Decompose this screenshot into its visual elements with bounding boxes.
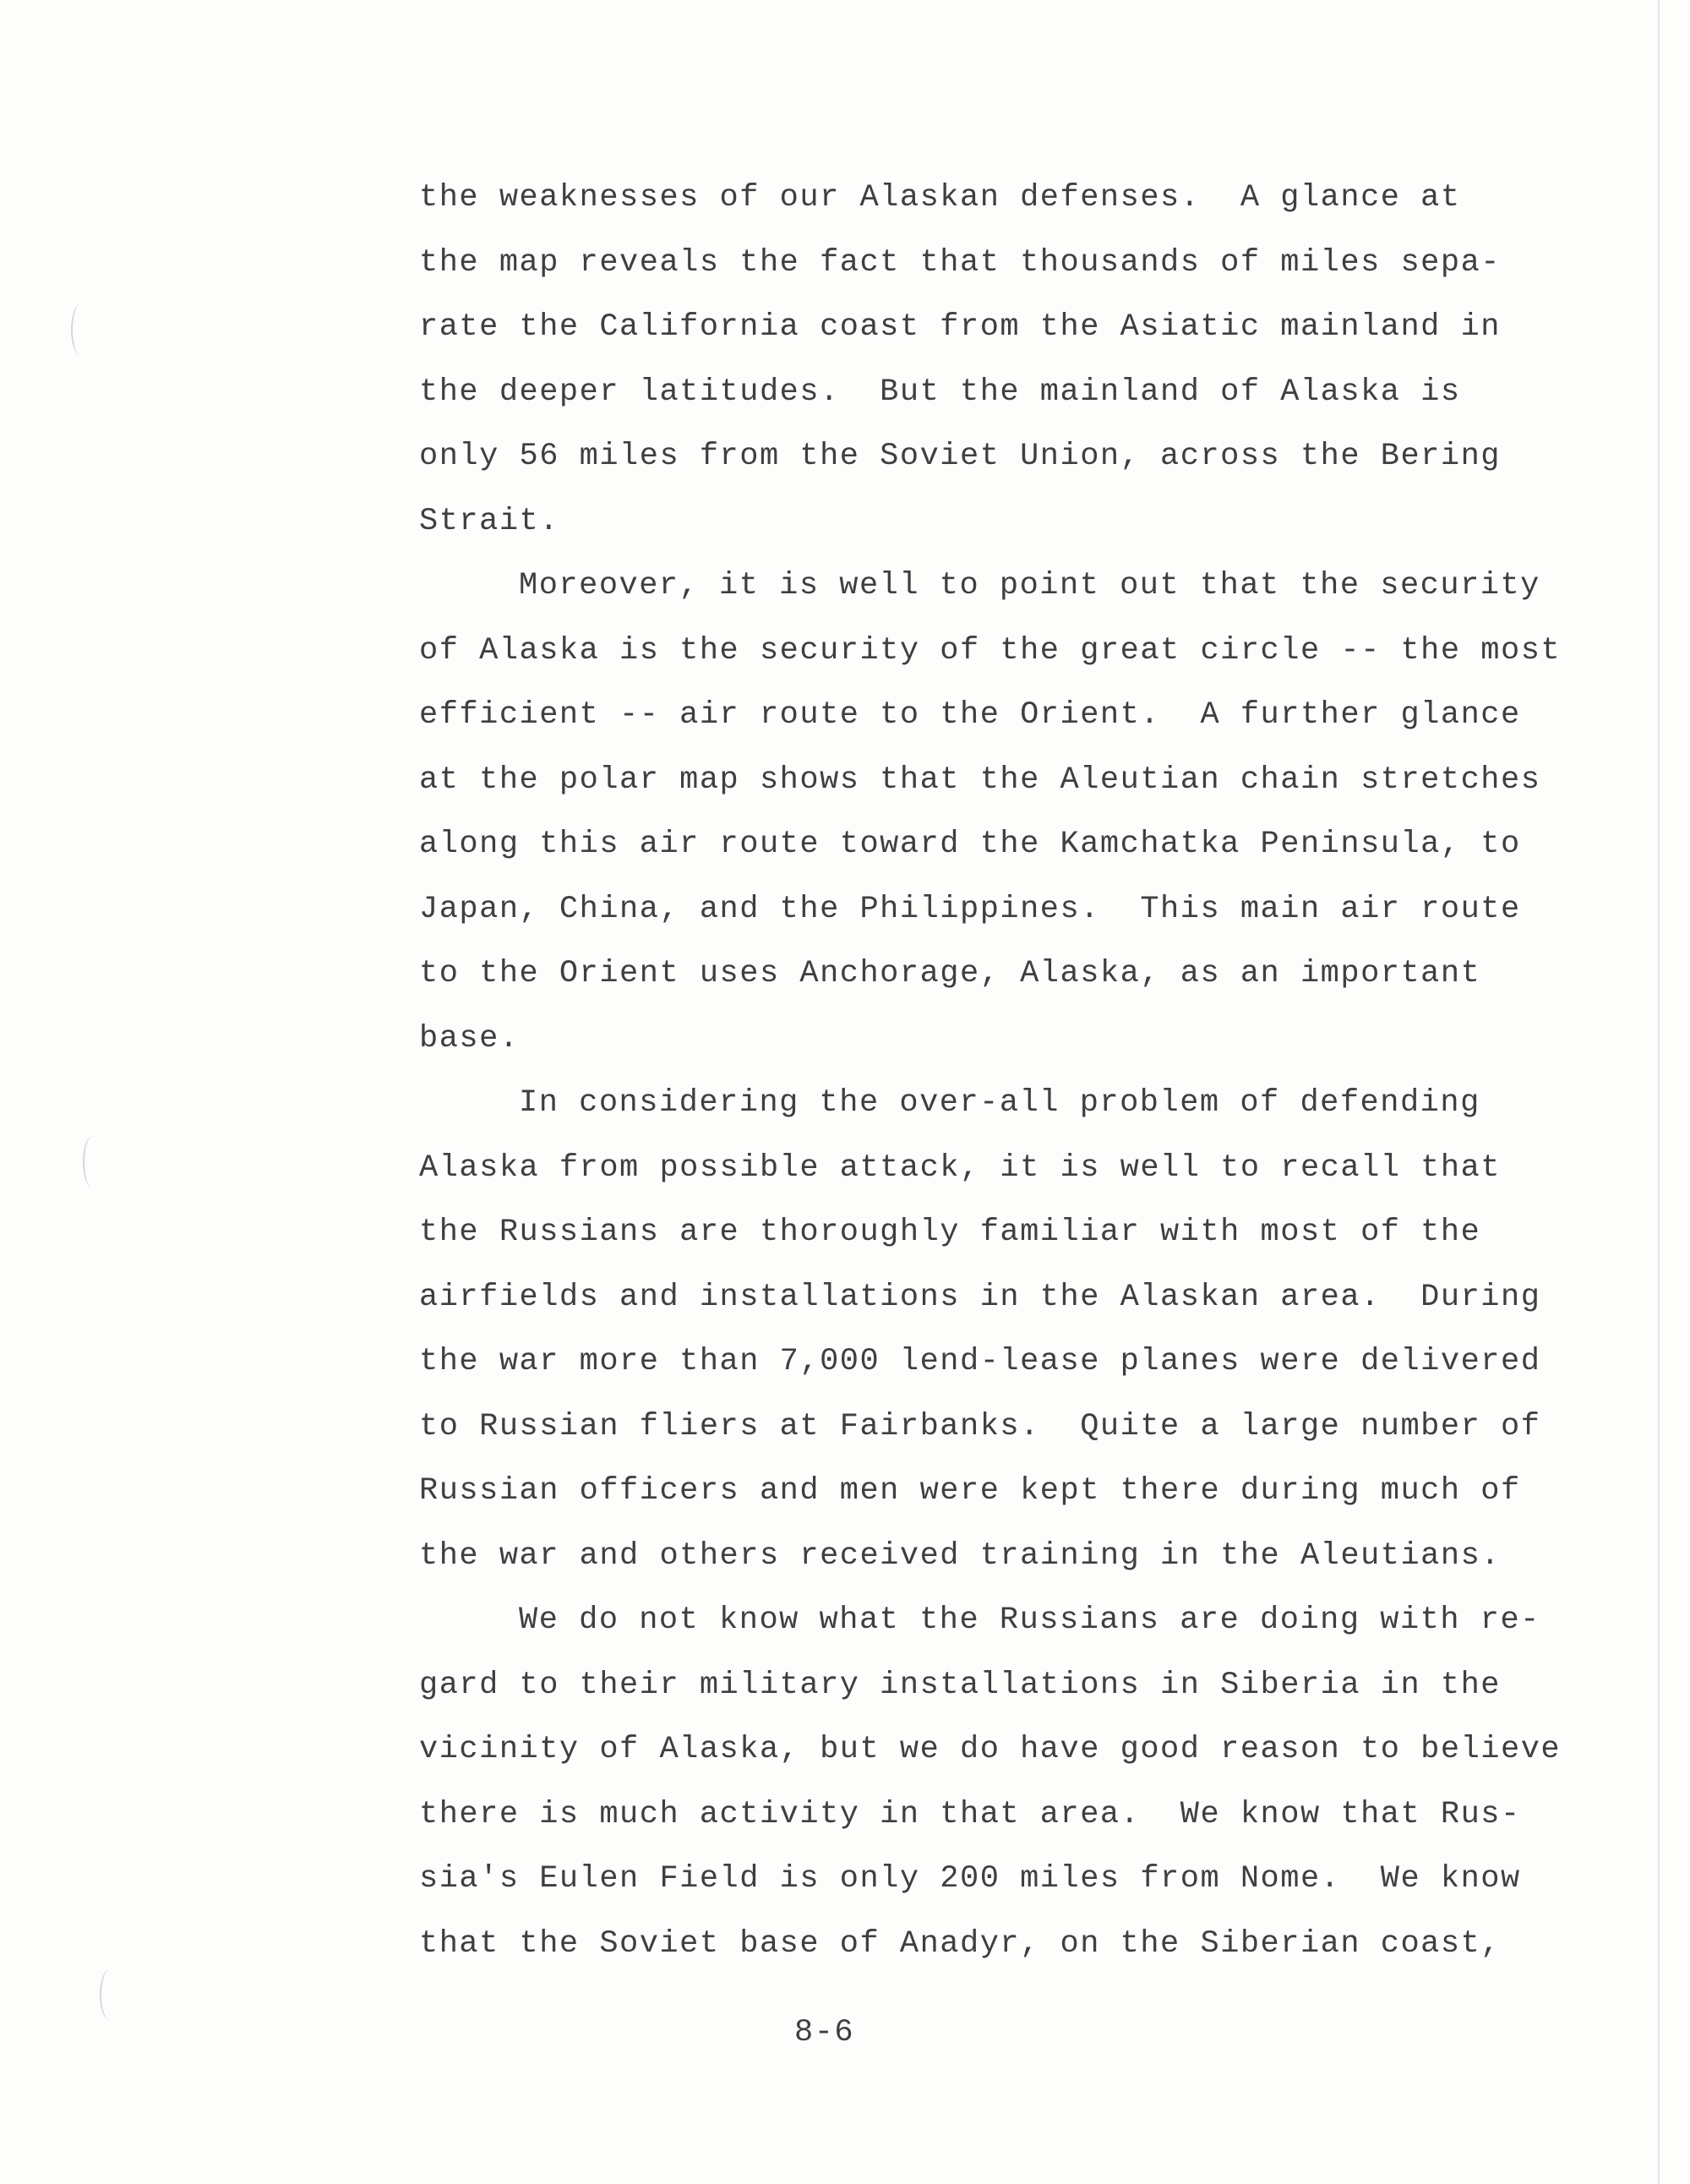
text-line: to Russian fliers at Fairbanks. Quite a large number of bbox=[419, 1408, 1541, 1444]
text-line: airfields and installations in the Alaskan area. During bbox=[419, 1279, 1541, 1315]
text-line: Strait. bbox=[419, 503, 559, 539]
margin-mark bbox=[100, 1969, 120, 2020]
text-line: to the Orient uses Anchorage, Alaska, as an important bbox=[419, 956, 1481, 991]
paragraph-start-line: In considering the over-all problem of defending bbox=[519, 1085, 1480, 1121]
text-line: the deeper latitudes. But the mainland of Alaska is bbox=[419, 374, 1461, 410]
text-line: the war and others received training in the Aleutians. bbox=[419, 1537, 1501, 1574]
text-line: efficient -- air route to the Orient. A further glance bbox=[419, 697, 1521, 733]
text-line: the weaknesses of our Alaskan defenses. A glance at bbox=[419, 180, 1461, 216]
margin-mark bbox=[83, 1137, 101, 1188]
text-line: only 56 miles from the Soviet Union, across the Bering bbox=[419, 439, 1501, 474]
body-text bbox=[419, 166, 1568, 1976]
text-line: there is much activity in that area. We know that Rus- bbox=[419, 1796, 1521, 1832]
text-line: Alaska from possible attack, it is well to recall that bbox=[419, 1149, 1501, 1186]
page-edge bbox=[1658, 0, 1660, 2184]
text-line: the Russians are thoroughly familiar with most of the bbox=[419, 1215, 1481, 1250]
text-line: vicinity of Alaska, but we do have good reason to believe bbox=[419, 1732, 1562, 1767]
text-line: base. bbox=[419, 1020, 520, 1057]
paragraph-start-line: We do not know what the Russians are doing with re- bbox=[519, 1603, 1540, 1638]
text-line: the map reveals the fact that thousands of miles sepa- bbox=[419, 244, 1501, 281]
text-line: rate the California coast from the Asiatic mainland in bbox=[419, 309, 1501, 345]
page-number: 8-6 bbox=[794, 2015, 855, 2050]
text-line: gard to their military installations in Siberia in the bbox=[419, 1667, 1501, 1703]
text-line: along this air route toward the Kamchatka Peninsula, to bbox=[419, 827, 1521, 862]
text-line: at the polar map shows that the Aleutian chain stretches bbox=[419, 762, 1541, 798]
text-line: Japan, China, and the Philippines. This main air route bbox=[419, 891, 1521, 927]
text-line: sia's Eulen Field is only 200 miles from Nome. We know bbox=[419, 1861, 1521, 1897]
paragraph-start-line: Moreover, it is well to point out that the security bbox=[519, 568, 1540, 603]
text-line: Russian officers and men were kept there during much of bbox=[419, 1473, 1521, 1509]
margin-mark bbox=[71, 304, 90, 355]
text-line: of Alaska is the security of the great circle -- the most bbox=[419, 632, 1562, 669]
text-line: that the Soviet base of Anadyr, on the Siberian coast, bbox=[419, 1925, 1501, 1962]
text-line: the war more than 7,000 lend-lease planes were delivered bbox=[419, 1344, 1541, 1379]
